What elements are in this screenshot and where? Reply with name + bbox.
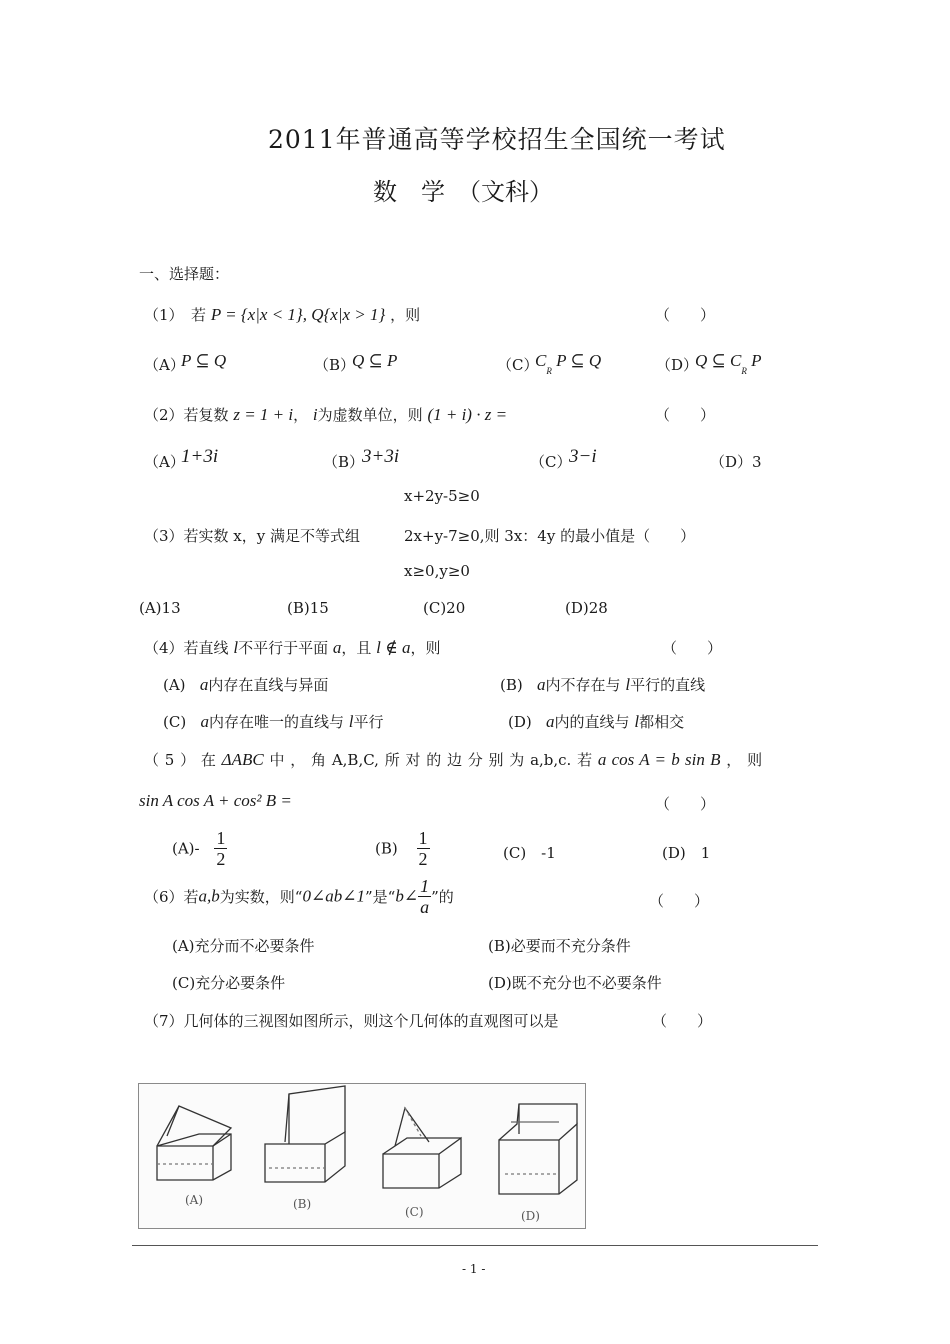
exam-title: 2011年普通高等学校招生全国统一考试 [268, 125, 726, 154]
q6-option-d: (D)既不充分也不必要条件 [488, 974, 662, 992]
solid-b [265, 1086, 345, 1182]
q2-stem: （2）若复数 z = 1 + i， i为虚数单位，则 (1 + i) · z = [144, 405, 508, 424]
q7-answer-paren: （ ） [652, 1012, 713, 1030]
q1-option-c-label: （C） [497, 356, 539, 374]
q3-system-line1: x+2y-5≥0 [404, 487, 480, 505]
q2-option-a: 1+3i [181, 446, 219, 467]
q4-stem: （4）若直线 l不平行于平面 a，且 l ∉ a，则 [144, 638, 441, 657]
q2-answer-paren: （ ） [655, 406, 716, 424]
q5-option-b: (B) $\frac{1}{2}$ [375, 828, 428, 869]
q4-answer-paren: （ ） [662, 639, 723, 657]
solid-a [157, 1106, 231, 1180]
q6-stem: （6）若a,b为实数，则“0∠ab∠1”是“b∠ $\frac{1}{a}$ ”的 [144, 876, 454, 917]
footer-rule [132, 1245, 818, 1246]
q1-stem [144, 304, 420, 325]
q5-stem: （ 5 ） 在 ΔABC 中 ， 角 A,B,C, 所 对 的 边 分 别 为 a,b,c. 若 a cos A = b sin B ， 则 [144, 750, 763, 769]
q1-expr: P = {x|x < 1}, Q{x|x > 1} [210, 305, 386, 324]
q3-system-line3: x≥0,y≥0 [404, 562, 470, 580]
q2-option-b: 3+3i [362, 446, 400, 467]
solid-drawings [139, 1084, 585, 1228]
q1-option-b: Q ⊆ P [352, 351, 398, 370]
q1-option-b-label: （B） [314, 356, 356, 374]
q2-option-a-label: （A） [144, 453, 185, 471]
q7-solid-figure [138, 1083, 586, 1229]
q5-answer-paren: （ ） [655, 795, 716, 813]
q3-option-a: (A)13 [139, 599, 181, 617]
exam-subtitle: 数 学 （文科） [373, 178, 553, 206]
q6-option-c: (C)充分必要条件 [172, 974, 286, 992]
q6-option-b: (B)必要而不充分条件 [488, 937, 631, 955]
q3-option-c: (C)20 [423, 599, 466, 617]
q2-option-b-label: （B） [323, 453, 365, 471]
q4-option-c: (C) a内存在唯一的直线与 l平行 [163, 712, 384, 731]
q3-system-line2: 2x+y-7≥0,则 3x：4y 的最小值是（ ） [404, 527, 696, 545]
figure-label-a: (A) [185, 1193, 204, 1207]
q1-suffix: ，则 [390, 306, 421, 324]
q5-option-a: (A)- $\frac{1}{2}$ [172, 828, 226, 869]
q1-option-d-label: （D） [656, 356, 699, 374]
q1-option-d: Q ⊆ $C_R$ P [695, 351, 762, 376]
q4-option-d: (D) a内的直线与 l都相交 [508, 712, 685, 731]
q1-option-a: P ⊆ Q [181, 351, 227, 370]
figure-label-c: (C) [405, 1205, 424, 1219]
q5-expression: sin A cos A + cos² B = [139, 791, 292, 810]
q1-option-c: $C_R$ P ⊆ Q [535, 351, 602, 376]
q3-option-b: (B)15 [287, 599, 329, 617]
q2-option-d: （D）3 [710, 453, 762, 471]
q3-option-d: (D)28 [565, 599, 608, 617]
q2-option-c: 3−i [569, 446, 597, 467]
q1-prefix: （1） 若 [144, 306, 207, 324]
q5-option-d: (D) 1 [662, 844, 711, 862]
solid-c [383, 1108, 461, 1188]
q4-option-a: (A) a内存在直线与异面 [163, 675, 329, 694]
q6-answer-paren: （ ） [649, 892, 710, 910]
q1-option-a-label: （A） [144, 356, 185, 374]
q5-option-c: (C) -1 [503, 844, 556, 862]
q2-option-c-label: （C） [530, 453, 572, 471]
figure-label-d: (D) [521, 1209, 540, 1223]
q4-option-b: (B) a内不存在与 l平行的直线 [500, 675, 706, 694]
q7-stem: （7）几何体的三视图如图所示，则这个几何体的直观图可以是 [144, 1012, 559, 1030]
solid-d [499, 1104, 577, 1194]
page-number: - 1 - [462, 1262, 486, 1276]
section-heading: 一、选择题： [139, 265, 230, 283]
q3-stem: （3）若实数 x，y 满足不等式组 [144, 527, 361, 545]
figure-label-b: (B) [293, 1197, 312, 1211]
q6-option-a: (A)充分而不必要条件 [172, 937, 315, 955]
q1-answer-paren: （ ） [655, 306, 716, 324]
